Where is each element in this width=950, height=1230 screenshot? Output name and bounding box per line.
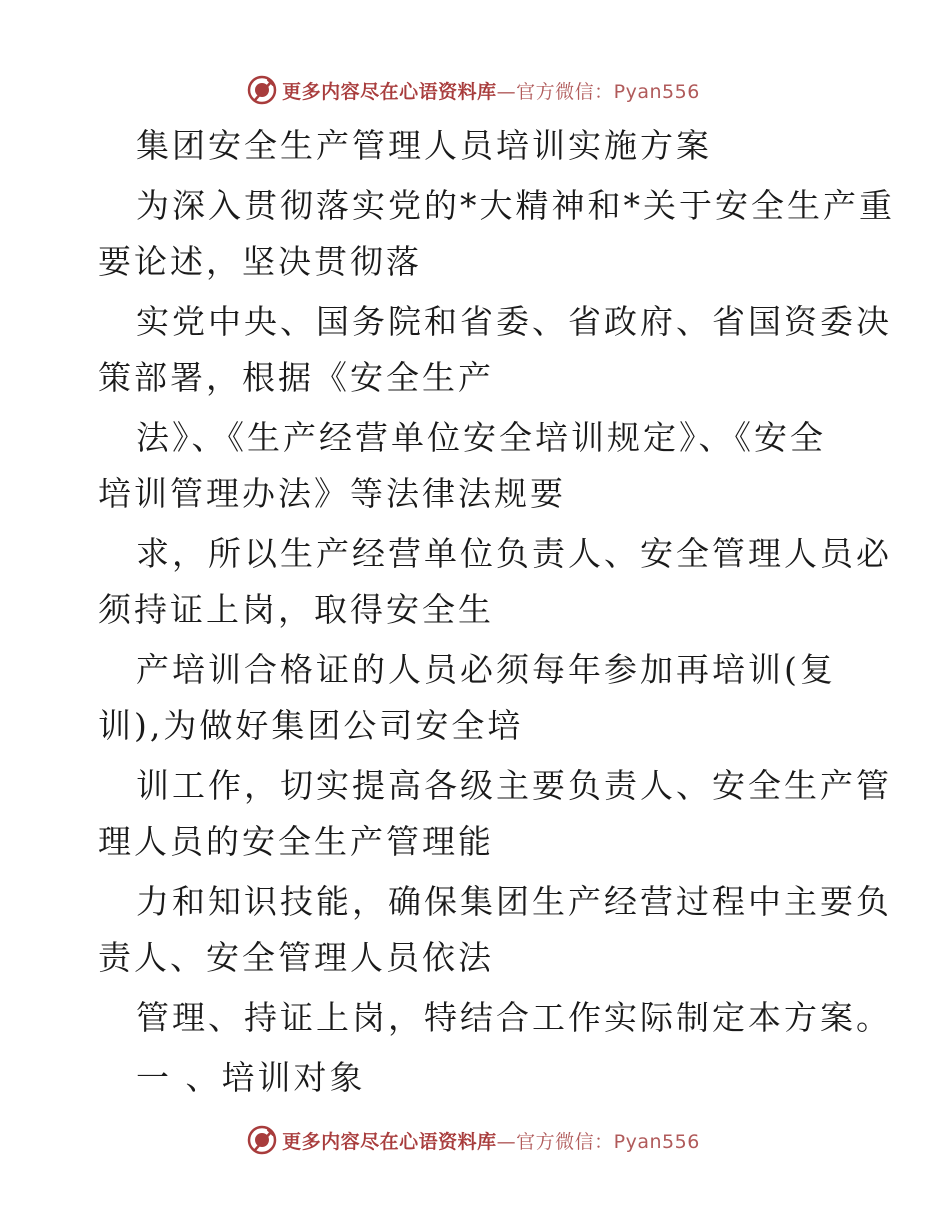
watermark-main: 更多内容尽在心语资料库 (282, 80, 497, 103)
paragraph-line: 要论述，坚决贯彻落 (98, 242, 422, 281)
seal-logo-icon (246, 74, 278, 106)
watermark-text (282, 1127, 700, 1154)
paragraph-line: 力和知识技能，确保集团生产经营过程中主要负 (136, 882, 892, 921)
paragraph-line: 为深入贯彻落实党的*大精神和*关于安全生产重 (136, 186, 895, 225)
seal-logo-icon (246, 1124, 278, 1156)
watermark-rest: —官方微信：Pyan556 (496, 1130, 700, 1153)
paragraph-line: 理人员的安全生产管理能 (98, 822, 494, 861)
document-title: 集团安全生产管理人员培训实施方案 (136, 126, 712, 165)
paragraph-line: 须持证上岗，取得安全生 (98, 590, 494, 629)
paragraph-line: 训),为做好集团公司安全培 (98, 706, 524, 745)
watermark-main: 更多内容尽在心语资料库 (282, 1130, 497, 1153)
paragraph-line: 培训管理办法》等法律法规要 (98, 474, 566, 513)
paragraph-line: 管理、持证上岗，特结合工作实际制定本方案。 (136, 998, 892, 1037)
paragraph-line: 法》、《生产经营单位安全培训规定》、《安全 (136, 418, 826, 457)
watermark-text (282, 77, 700, 104)
paragraph-line: 策部署，根据《安全生产 (98, 358, 494, 397)
paragraph-line: 训工作，切实提高各级主要负责人、安全生产管 (136, 766, 892, 805)
header-watermark (0, 70, 950, 110)
section-heading: 一 、培训对象 (136, 1058, 366, 1097)
paragraph-line: 产培训合格证的人员必须每年参加再培训(复 (136, 650, 836, 689)
paragraph-line: 责人、安全管理人员依法 (98, 938, 494, 977)
watermark-rest: —官方微信：Pyan556 (496, 80, 700, 103)
paragraph-line: 求，所以生产经营单位负责人、安全管理人员必 (136, 534, 892, 573)
footer-watermark (0, 1120, 950, 1160)
paragraph-line: 实党中央、国务院和省委、省政府、省国资委决 (136, 302, 892, 341)
